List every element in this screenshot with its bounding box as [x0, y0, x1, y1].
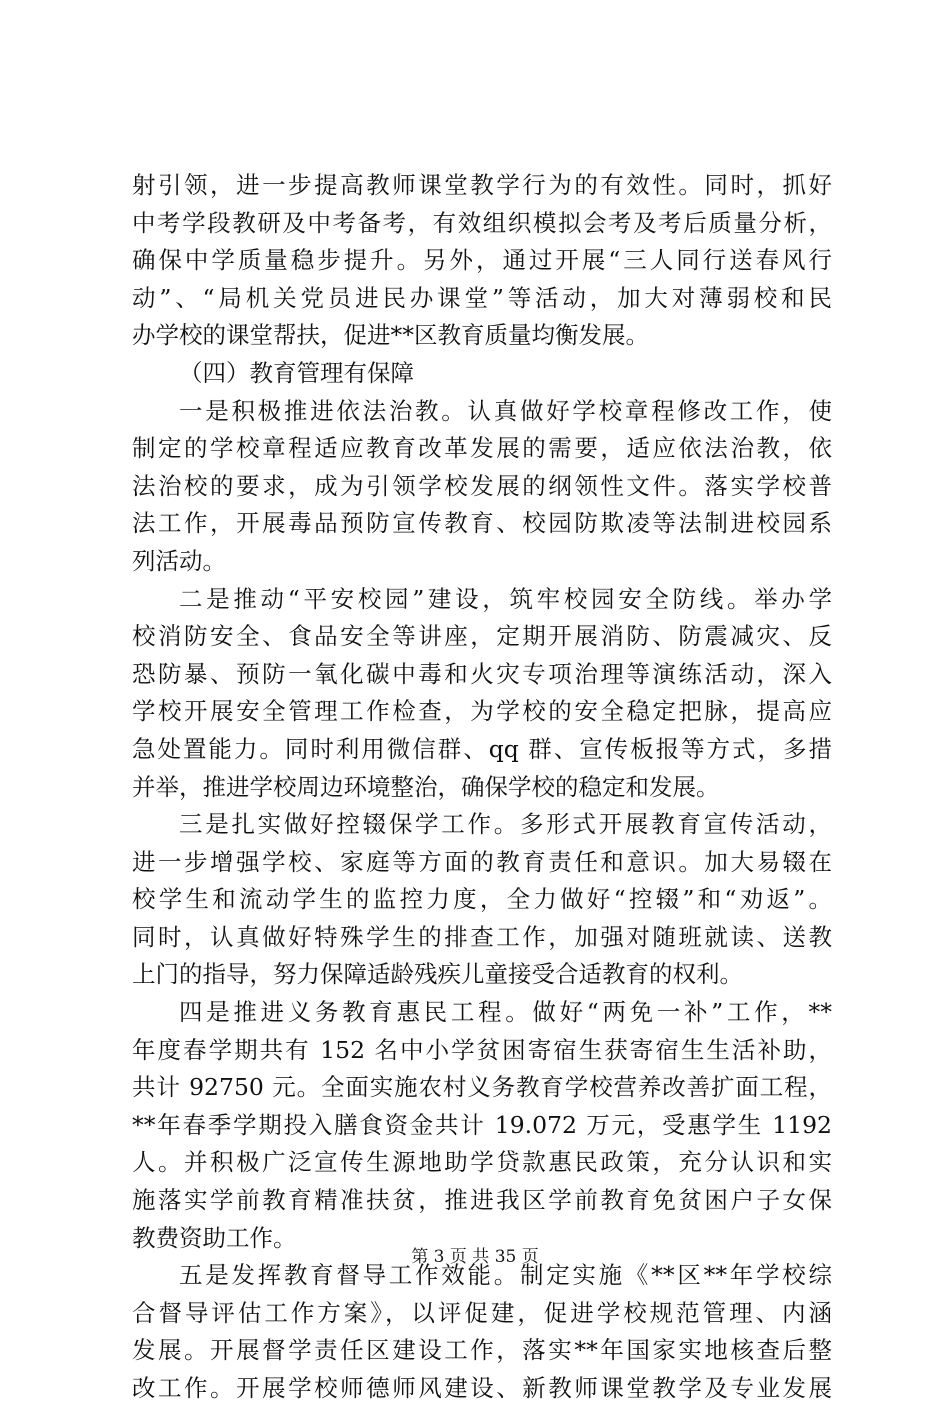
- text-line: 一是积极推进依法治教。认真做好学校章程修改工作，使: [179, 396, 832, 425]
- text-line: 四是推进义务教育惠民工程。做好“两免一补”工作，**: [179, 998, 832, 1027]
- text-line: 人。并积极广泛宣传生源地助学贷款惠民政策，充分认识和实: [132, 1148, 832, 1177]
- text-line: 中考学段教研及中考备考，有效组织模拟会考及考后质量分析，: [132, 208, 832, 237]
- body-text: [132, 167, 832, 1408]
- section-heading: （四）教育管理有保障: [179, 358, 414, 387]
- text-line: 施落实学前教育精准扶贫，推进我区学前教育免贫困户子女保: [132, 1186, 832, 1215]
- text-line: 二是推动“平安校园”建设，筑牢校园安全防线。举办学: [179, 584, 832, 613]
- text-line: 列活动。: [132, 546, 226, 575]
- page-number-footer: 第 3 页 共 35 页: [411, 1247, 539, 1267]
- text-line: 三是扎实做好控辍保学工作。多形式开展教育宣传活动，: [179, 810, 832, 839]
- text-line: 上门的指导，努力保障适龄残疾儿童接受合适教育的权利。: [132, 960, 743, 989]
- text-line: 法治校的要求，成为引领学校发展的纲领性文件。落实学校普: [132, 471, 832, 500]
- text-line: 恐防暴、预防一氧化碳中毒和火灾专项治理等演练活动，深入: [132, 659, 832, 688]
- text-line: 急处置能力。同时利用微信群、qq 群、宣传板报等方式，多措: [132, 734, 832, 763]
- text-line: 发展。开展督学责任区建设工作，落实**年国家实地核查后整: [132, 1336, 832, 1365]
- text-line: **年春季学期投入膳食资金共计 19.072 万元，受惠学生 1192: [132, 1110, 832, 1139]
- text-line: 并举，推进学校周边环境整治，确保学校的稳定和发展。: [132, 772, 720, 801]
- text-line: 射引领，进一步提高教师课堂教学行为的有效性。同时，抓好: [132, 171, 832, 199]
- text-line: 制定的学校章程适应教育改革发展的需要，适应依法治教，依: [132, 434, 832, 463]
- text-line: 校消防安全、食品安全等讲座，定期开展消防、防震减灾、反: [132, 622, 832, 651]
- text-line: 改工作。开展学校师德师风建设、新教师课堂教学及专业发展: [132, 1374, 832, 1402]
- text-line: 动”、“局机关党员进民办课堂”等活动，加大对薄弱校和民: [132, 283, 832, 312]
- text-line: 校学生和流动学生的监控力度，全力做好“控辍”和“劝返”。: [132, 885, 832, 914]
- text-line: 办学校的课堂帮扶，促进**区教育质量均衡发展。: [132, 321, 649, 350]
- text-line: 进一步增强学校、家庭等方面的教育责任和意识。加大易辍在: [132, 847, 832, 876]
- text-line: 教费资助工作。: [132, 1223, 297, 1252]
- text-line: 确保中学质量稳步提升。另外，通过开展“三人同行送春风行: [132, 246, 832, 275]
- text-line: 同时，认真做好特殊学生的排查工作，加强对随班就读、送教: [132, 922, 832, 951]
- text-line: 年度春学期共有 152 名中小学贫困寄宿生获寄宿生生活补助，: [132, 1035, 832, 1064]
- text-line: 共计 92750 元。全面实施农村义务教育学校营养改善扩面工程，: [132, 1073, 832, 1102]
- text-line: 五是发挥教育督导工作效能。制定实施《**区**年学校综: [179, 1261, 832, 1290]
- text-line: 合督导评估工作方案》，以评促建，促进学校规范管理、内涵: [132, 1298, 832, 1327]
- text-line: 法工作，开展毒品预防宣传教育、校园防欺凌等法制进校园系: [132, 509, 832, 538]
- text-line: 学校开展安全管理工作检查，为学校的安全稳定把脉，提高应: [132, 697, 832, 726]
